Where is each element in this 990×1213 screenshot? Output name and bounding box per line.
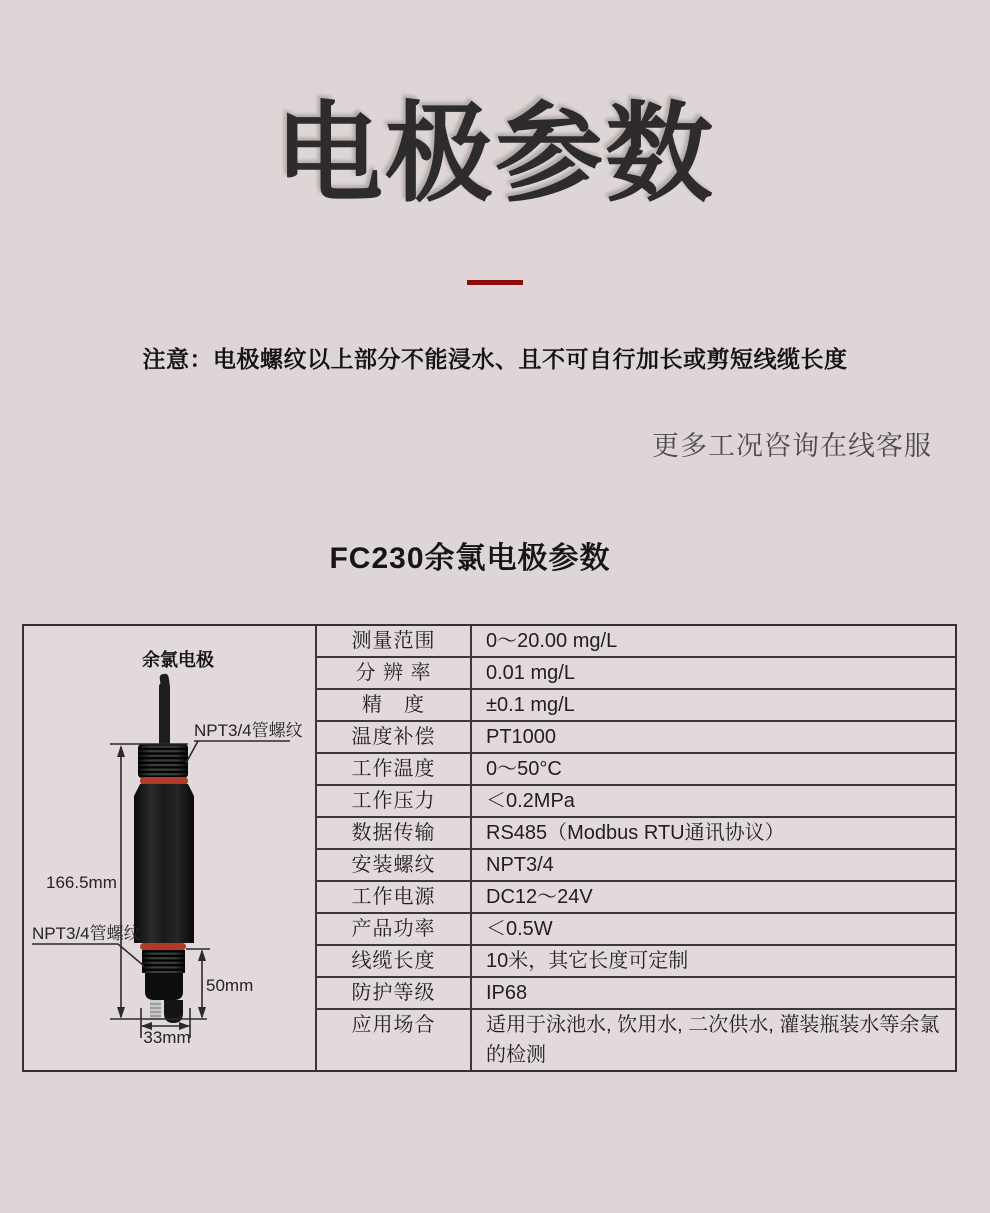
electrode-body: [134, 784, 194, 943]
electrode-oring-top: [140, 777, 188, 785]
title-divider: [467, 280, 523, 285]
spec-label: 防护等级: [315, 978, 472, 1010]
spec-value: ±0.1 mg/L: [472, 690, 955, 722]
notice-text: 注意：电极螺纹以上部分不能浸水、且不可自行加长或剪短线缆长度: [142, 346, 848, 372]
dim-width-label: 33mm: [143, 1028, 191, 1047]
spec-label: 工作压力: [315, 786, 472, 818]
spec-label: 工作温度: [315, 754, 472, 786]
electrode-thread-top: [138, 744, 188, 778]
thread-leader-top: [186, 741, 290, 763]
electrode-thread-bottom: [142, 950, 185, 973]
spec-value: 适用于泳池水, 饮用水, 二次供水, 灌装瓶装水等余氯的检测: [486, 1014, 940, 1066]
spec-label: 线缆长度: [315, 946, 472, 978]
dim-overall-label: 166.5mm: [46, 873, 117, 892]
spec-value: 0～50°C: [472, 754, 955, 786]
section-title: FC230余氯电极参数: [329, 542, 611, 575]
spec-label: 工作电源: [315, 882, 472, 914]
spec-value: 0～20.00 mg/L: [472, 626, 955, 658]
spec-label: 应用场合: [315, 1010, 472, 1070]
spec-table: [22, 624, 957, 1072]
spec-value: NPT3/4: [472, 850, 955, 882]
spec-label: 测量范围: [315, 626, 472, 658]
spec-value: PT1000: [472, 722, 955, 754]
electrode-oring-bottom: [140, 943, 186, 950]
electrode-figure: [24, 626, 315, 1070]
spec-label: 温度补偿: [315, 722, 472, 754]
dim-lower-label: 50mm: [206, 976, 254, 995]
electrode-cap: [145, 973, 183, 1000]
spec-value: ＜0.2MPa: [472, 786, 955, 818]
spec-label: 精 度: [315, 690, 472, 722]
spec-value: 0.01 mg/L: [472, 658, 955, 690]
thread-leader-bottom: [32, 944, 144, 966]
spec-label: 产品功率: [315, 914, 472, 946]
spec-value: IP68: [472, 978, 955, 1010]
thread-label-top: NPT3/4管螺纹: [194, 721, 303, 740]
page-title: 电极参数: [274, 93, 715, 214]
spec-value: 10米，其它长度可定制: [472, 946, 955, 978]
spec-value: RS485（Modbus RTU通讯协议）: [472, 818, 955, 850]
thread-label-bottom: NPT3/4管螺纹: [32, 924, 141, 943]
spec-label: 分 辨 率: [315, 658, 472, 690]
electrode-cable: [159, 682, 170, 752]
electrode-caption: 余氯电极: [142, 650, 214, 670]
spec-value: ＜0.5W: [472, 914, 955, 946]
electrode-probe-left: [150, 1000, 161, 1020]
spec-value: DC12～24V: [472, 882, 955, 914]
service-note: 更多工况咨询在线客服: [652, 431, 932, 461]
spec-label: 安装螺纹: [315, 850, 472, 882]
electrode-diagram: [24, 626, 315, 1070]
spec-label: 数据传输: [315, 818, 472, 850]
